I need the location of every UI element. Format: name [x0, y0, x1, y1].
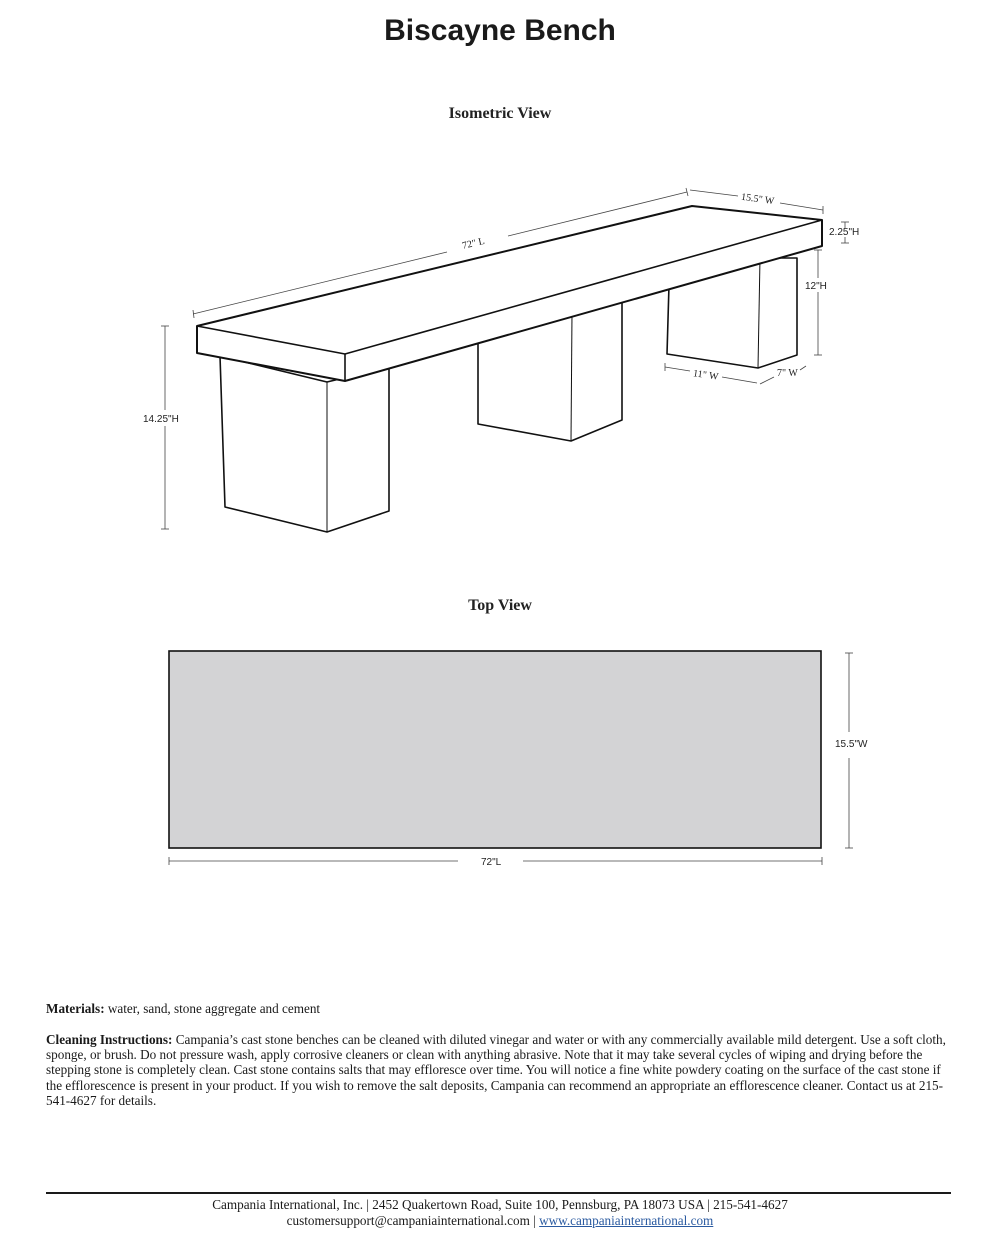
footer-email[interactable]: customersupport@campaniainternational.com [286, 1213, 530, 1228]
materials-text: water, sand, stone aggregate and cement [107, 1001, 321, 1016]
dim-leg-length-label: 11" W [692, 368, 720, 383]
materials-paragraph [46, 1001, 956, 1016]
page-title: Biscayne Bench [384, 14, 616, 47]
top-view-heading: Top View [468, 597, 532, 614]
dim-width-label: 15.5" W [740, 191, 775, 208]
footer-divider [46, 1192, 951, 1194]
bench-top-outline [169, 651, 821, 848]
dim-leg-width-label: 7" W [777, 368, 798, 379]
footer-website-link[interactable]: www.campaniainternational.com [539, 1213, 714, 1228]
cleaning-paragraph [46, 1032, 956, 1108]
top-view-width-label: 15.5"W [835, 739, 868, 750]
dim-total-height-label: 14.25"H [143, 414, 179, 425]
isometric-view-heading: Isometric View [448, 105, 552, 122]
footer-separator: | [529, 1213, 540, 1228]
footer-contact [0, 1213, 1000, 1229]
dim-top-thickness-label: 2.25"H [829, 227, 860, 238]
cleaning-label: Cleaning Instructions: [46, 1032, 173, 1047]
isometric-bench-drawing [197, 206, 822, 532]
dim-length-label: 72" L [461, 235, 486, 252]
dim-leg-height-label: 12"H [805, 281, 827, 292]
top-view-drawing [169, 651, 868, 868]
footer-address: Campania International, Inc. | 2452 Quakertown Road, Suite 100, Pennsburg, PA 18073 USA | 215-541-4627 [212, 1197, 788, 1212]
top-view-length-label: 72"L [481, 857, 502, 868]
materials-label: Materials: [46, 1001, 105, 1016]
front-leg [220, 356, 389, 532]
cleaning-text: Campania’s cast stone benches can be cleaned with diluted vinegar and water or with any commercially available mild detergent. Use a soft cloth, sponge, or brush. Do not pressure wash, apply corrosive cleaners or clean with anything abrasive. Note that it may take several cycles of wiping and drying before the stepping stone is completely clean. Cast stone contains salts that may effloresce over time. You will notice a fine white powdery coating on the surface of the cast stone if the efflorescence is present in your product. If you wish to remove the salt deposits, Campania can recommend an appropriate an efflorescence cleaner. Contact us at 215-541-4627 for details. [46, 1032, 946, 1108]
